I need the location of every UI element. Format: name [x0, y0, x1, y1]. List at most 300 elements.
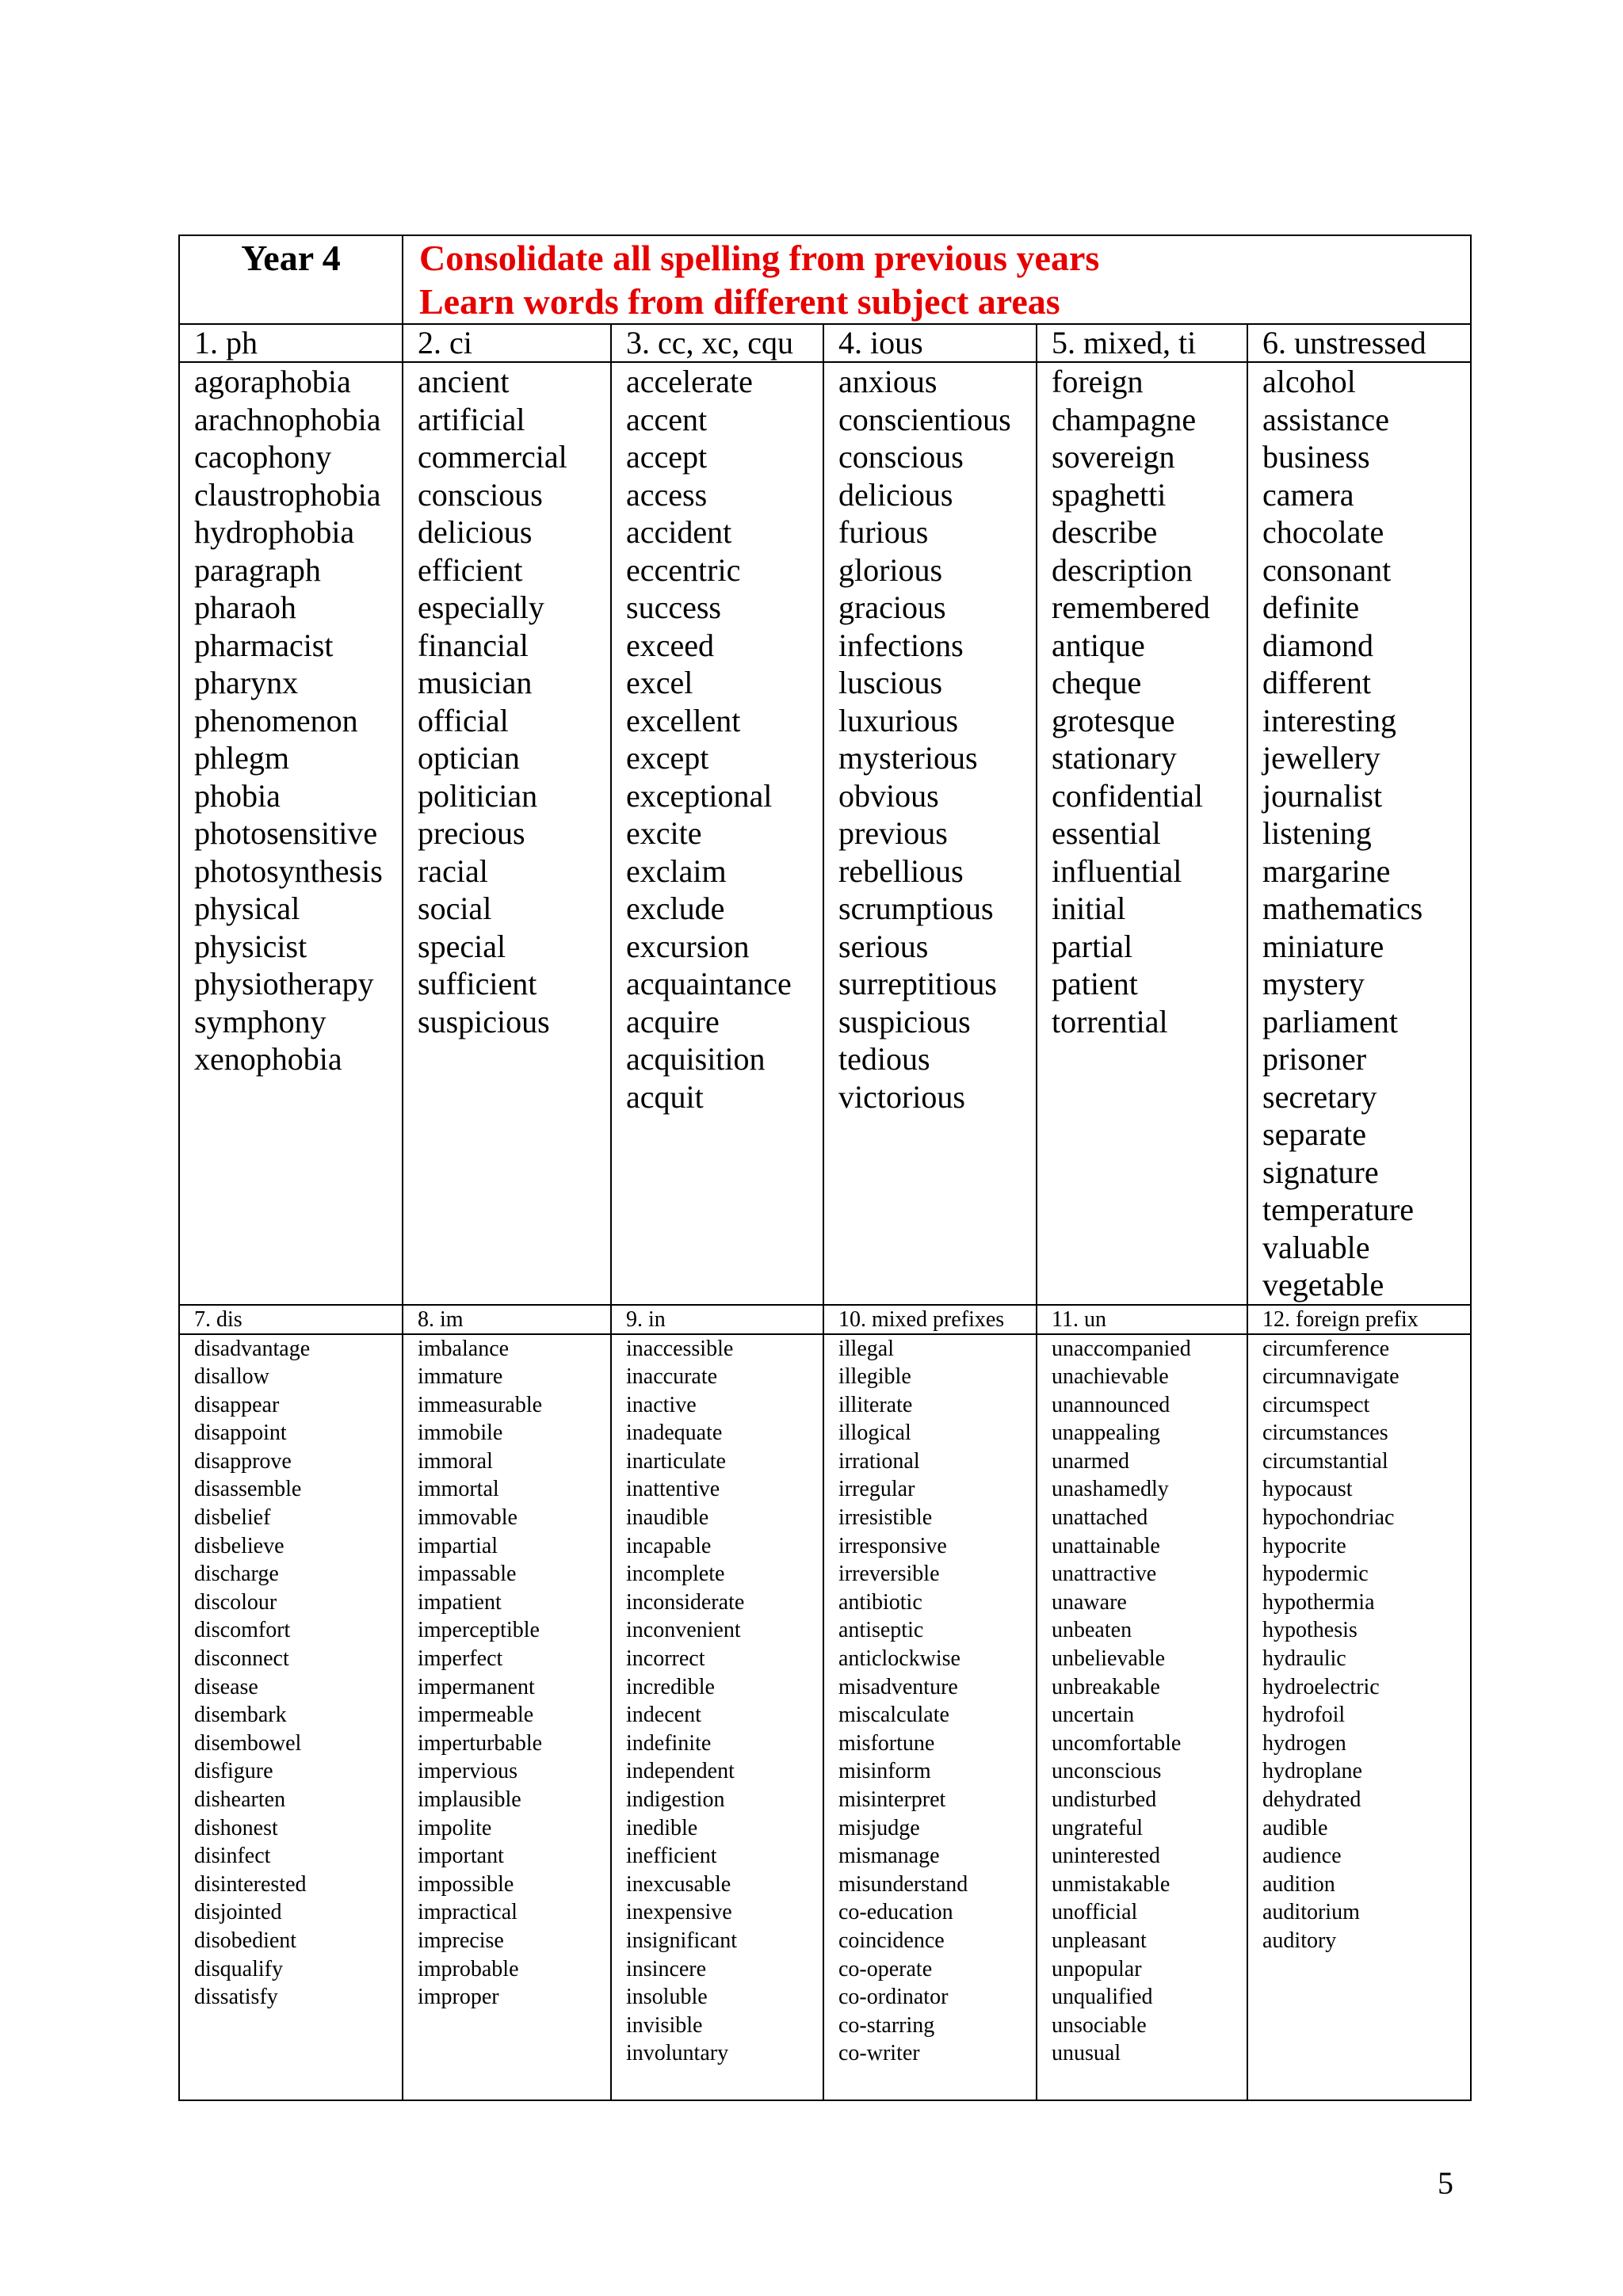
title-line: Learn words from different subject areas: [419, 281, 1060, 322]
word-item: disbelieve: [194, 1533, 285, 1558]
word-item: irregular: [838, 1477, 915, 1502]
word-item: spaghetti: [1052, 476, 1167, 513]
word-item: insincere: [626, 1956, 707, 1981]
word-item: racial: [418, 852, 488, 889]
word-item: phobia: [194, 777, 281, 814]
word-item: disbelief: [194, 1505, 271, 1531]
word-item: disconnect: [194, 1646, 289, 1672]
word-item: hydroplane: [1262, 1759, 1362, 1784]
word-item: disembowel: [194, 1730, 302, 1756]
big-word-list: [823, 362, 1037, 1305]
word-item: impatient: [418, 1589, 502, 1615]
word-item: unattractive: [1052, 1562, 1157, 1587]
word-item: impermanent: [418, 1674, 535, 1699]
word-item: irrational: [838, 1448, 920, 1474]
word-item: chocolate: [1262, 514, 1384, 550]
word-item: unpleasant: [1052, 1928, 1147, 1953]
word-item: dishearten: [194, 1787, 286, 1812]
word-item: inadequate: [626, 1421, 723, 1446]
word-item: immortal: [418, 1477, 499, 1502]
big-word-row: [179, 362, 1471, 1305]
word-item: sufficient: [418, 966, 537, 1001]
word-item: artificial: [418, 401, 525, 437]
word-item: inefficient: [626, 1844, 717, 1869]
word-item: sovereign: [1052, 439, 1175, 475]
word-item: victorious: [838, 1078, 965, 1115]
word-item: agoraphobia: [194, 364, 351, 399]
word-item: audition: [1262, 1871, 1335, 1897]
word-item: pharaoh: [194, 589, 296, 625]
small-word-list: [1247, 1334, 1471, 2100]
word-item: suspicious: [418, 1003, 550, 1039]
word-item: consonant: [1262, 551, 1392, 588]
word-item: business: [1262, 439, 1370, 475]
word-item: unofficial: [1052, 1900, 1138, 1925]
word-item: cacophony: [194, 439, 332, 475]
word-item: grotesque: [1052, 702, 1175, 738]
word-item: margarine: [1262, 852, 1391, 889]
word-item: hypocrite: [1262, 1533, 1346, 1558]
word-item: auditorium: [1262, 1900, 1360, 1925]
small-word-list: [179, 1334, 403, 2100]
big-word-list: [1247, 362, 1471, 1305]
word-item: interesting: [1262, 702, 1396, 738]
word-item: excellent: [626, 702, 741, 738]
word-item: incredible: [626, 1674, 715, 1699]
word-item: phlegm: [194, 740, 289, 776]
word-item: disinterested: [194, 1871, 307, 1897]
word-item: illogical: [838, 1421, 911, 1446]
word-item: acquisition: [626, 1041, 766, 1077]
word-item: especially: [418, 589, 544, 625]
word-item: photosensitive: [194, 815, 378, 851]
word-item: different: [1262, 665, 1371, 700]
word-item: antiseptic: [838, 1618, 924, 1643]
word-item: miniature: [1262, 928, 1384, 964]
small-column-heading: 9. in: [611, 1305, 823, 1334]
word-item: hypocaust: [1262, 1477, 1353, 1502]
small-column-heading: 11. un: [1037, 1305, 1247, 1334]
word-item: disqualify: [194, 1956, 283, 1981]
word-item: immature: [418, 1364, 503, 1390]
word-item: financial: [418, 627, 529, 663]
word-item: except: [626, 740, 709, 776]
word-item: improper: [418, 1985, 499, 2010]
word-item: indecent: [626, 1703, 701, 1728]
word-item: circumspect: [1262, 1392, 1370, 1417]
big-column-heading: 4. ious: [823, 324, 1037, 362]
word-item: misjudge: [838, 1815, 920, 1840]
word-item: alcohol: [1262, 364, 1356, 399]
word-item: conscious: [418, 476, 543, 513]
word-item: anxious: [838, 364, 938, 399]
word-item: patient: [1052, 966, 1138, 1001]
word-item: co-writer: [838, 2041, 920, 2066]
word-item: paragraph: [194, 551, 321, 588]
word-item: imperceptible: [418, 1618, 540, 1643]
word-item: immovable: [418, 1505, 517, 1531]
word-item: hydrophobia: [194, 514, 355, 550]
word-item: parliament: [1262, 1003, 1399, 1039]
word-item: diamond: [1262, 627, 1373, 663]
word-item: special: [418, 928, 506, 964]
word-item: misinform: [838, 1759, 931, 1784]
word-item: definite: [1262, 589, 1360, 625]
word-item: illiterate: [838, 1392, 913, 1417]
word-item: furious: [838, 514, 929, 550]
word-item: unmistakable: [1052, 1871, 1170, 1897]
word-item: unbreakable: [1052, 1674, 1160, 1699]
word-item: official: [418, 702, 509, 738]
word-item: involuntary: [626, 2041, 729, 2066]
word-item: co-starring: [838, 2012, 935, 2038]
word-item: inarticulate: [626, 1448, 726, 1474]
word-item: physical: [194, 891, 300, 926]
word-item: ungrateful: [1052, 1815, 1144, 1840]
word-item: unconscious: [1052, 1759, 1162, 1784]
word-item: exceptional: [626, 777, 773, 814]
word-item: audible: [1262, 1815, 1328, 1840]
word-item: coincidence: [838, 1928, 945, 1953]
big-word-list: [611, 362, 823, 1305]
word-item: imperfect: [418, 1646, 503, 1672]
word-item: imbalance: [418, 1336, 510, 1361]
word-item: journalist: [1262, 777, 1383, 814]
word-item: champagne: [1052, 401, 1197, 437]
word-item: phenomenon: [194, 702, 358, 738]
word-item: dehydrated: [1262, 1787, 1361, 1812]
word-item: excursion: [626, 928, 750, 964]
big-column-heading: 2. ci: [403, 324, 611, 362]
word-item: secretary: [1262, 1078, 1377, 1115]
word-item: incapable: [626, 1533, 712, 1558]
word-item: unusual: [1052, 2041, 1121, 2066]
word-item: discomfort: [194, 1618, 291, 1643]
word-item: co-operate: [838, 1956, 933, 1981]
word-item: illegible: [838, 1364, 911, 1390]
word-item: unaware: [1052, 1589, 1127, 1615]
header-row: [179, 235, 1471, 324]
word-item: anticlockwise: [838, 1646, 960, 1672]
word-item: confidential: [1052, 777, 1204, 814]
big-heading-row: [179, 324, 1471, 362]
word-item: dissatisfy: [194, 1985, 278, 2010]
word-item: hypochondriac: [1262, 1505, 1395, 1531]
word-item: mysterious: [838, 740, 978, 776]
word-item: foreign: [1052, 364, 1144, 399]
word-item: efficient: [418, 551, 523, 588]
word-item: unachievable: [1052, 1364, 1169, 1390]
small-word-list: [403, 1334, 611, 2100]
spelling-table: [178, 235, 1472, 2101]
word-item: pharynx: [194, 665, 299, 700]
word-item: irreversible: [838, 1562, 940, 1587]
word-item: disassemble: [194, 1477, 302, 1502]
word-item: immoral: [418, 1448, 493, 1474]
word-item: access: [626, 476, 708, 513]
word-item: inactive: [626, 1392, 697, 1417]
word-item: physicist: [194, 928, 307, 964]
word-item: circumstances: [1262, 1421, 1388, 1446]
word-item: mathematics: [1262, 891, 1423, 926]
word-item: optician: [418, 740, 520, 776]
word-item: circumnavigate: [1262, 1364, 1400, 1390]
word-item: insoluble: [626, 1985, 708, 2010]
year-heading: Year 4: [179, 235, 403, 324]
word-item: impartial: [418, 1533, 498, 1558]
word-item: commercial: [418, 439, 567, 475]
word-item: influential: [1052, 852, 1182, 889]
word-item: inaudible: [626, 1505, 709, 1531]
word-item: disallow: [194, 1364, 269, 1390]
word-item: disobedient: [194, 1928, 297, 1953]
word-item: hydraulic: [1262, 1646, 1346, 1672]
small-word-list: [611, 1334, 823, 2100]
word-item: invisible: [626, 2012, 703, 2038]
word-item: disease: [194, 1674, 258, 1699]
word-item: initial: [1052, 891, 1126, 926]
word-item: vegetable: [1262, 1267, 1384, 1302]
word-item: impossible: [418, 1871, 514, 1897]
word-item: inattentive: [626, 1477, 720, 1502]
word-item: essential: [1052, 815, 1161, 851]
word-item: arachnophobia: [194, 401, 381, 437]
word-item: miscalculate: [838, 1703, 949, 1728]
page-number: 5: [1438, 2165, 1453, 2201]
word-item: accelerate: [626, 364, 753, 399]
word-item: cheque: [1052, 665, 1142, 700]
word-item: impassable: [418, 1562, 517, 1587]
big-word-list: [1037, 362, 1247, 1305]
word-item: inedible: [626, 1815, 698, 1840]
word-item: imprecise: [418, 1928, 504, 1953]
word-item: acquire: [626, 1003, 720, 1039]
word-item: improbable: [418, 1956, 519, 1981]
word-item: discharge: [194, 1562, 279, 1587]
word-item: precious: [418, 815, 525, 851]
big-word-list: [179, 362, 403, 1305]
word-item: success: [626, 589, 721, 625]
word-item: unannounced: [1052, 1392, 1170, 1417]
word-item: disappoint: [194, 1421, 287, 1446]
word-item: eccentric: [626, 551, 741, 588]
small-word-row: [179, 1334, 1471, 2100]
word-item: insignificant: [626, 1928, 737, 1953]
word-item: hydrogen: [1262, 1730, 1346, 1756]
word-item: luxurious: [838, 702, 959, 738]
word-item: acquaintance: [626, 966, 792, 1001]
word-item: antibiotic: [838, 1589, 922, 1615]
word-item: excite: [626, 815, 702, 851]
word-item: ancient: [418, 364, 510, 399]
word-item: circumference: [1262, 1336, 1390, 1361]
word-item: indefinite: [626, 1730, 712, 1756]
word-item: signature: [1262, 1154, 1379, 1190]
word-item: uncomfortable: [1052, 1730, 1182, 1756]
word-item: symphony: [194, 1003, 327, 1039]
word-item: immobile: [418, 1421, 503, 1446]
word-item: jewellery: [1262, 740, 1381, 776]
word-item: unqualified: [1052, 1985, 1153, 2010]
word-item: implausible: [418, 1787, 521, 1812]
word-item: valuable: [1262, 1229, 1370, 1265]
big-column-heading: 6. unstressed: [1247, 324, 1471, 362]
word-item: inconsiderate: [626, 1589, 745, 1615]
word-item: mystery: [1262, 966, 1365, 1001]
word-item: inexcusable: [626, 1871, 731, 1897]
big-column-heading: 5. mixed, ti: [1037, 324, 1247, 362]
word-item: indigestion: [626, 1787, 725, 1812]
small-column-heading: 12. foreign prefix: [1247, 1305, 1471, 1334]
small-word-list: [823, 1334, 1037, 2100]
word-item: hypothermia: [1262, 1589, 1375, 1615]
word-item: assistance: [1262, 401, 1389, 437]
word-item: impervious: [418, 1759, 517, 1784]
word-item: imperturbable: [418, 1730, 543, 1756]
word-item: inaccurate: [626, 1364, 718, 1390]
small-heading-row: [179, 1305, 1471, 1334]
word-item: misadventure: [838, 1674, 958, 1699]
word-item: infections: [838, 627, 964, 663]
word-item: excel: [626, 665, 693, 700]
word-item: tedious: [838, 1041, 930, 1077]
word-item: impractical: [418, 1900, 517, 1925]
word-item: auditory: [1262, 1928, 1337, 1953]
word-item: previous: [838, 815, 948, 851]
word-item: circumstantial: [1262, 1448, 1388, 1474]
word-item: rebellious: [838, 852, 964, 889]
word-item: unashamedly: [1052, 1477, 1169, 1502]
word-item: disappear: [194, 1392, 280, 1417]
word-item: scrumptious: [838, 891, 994, 926]
word-item: hydrofoil: [1262, 1703, 1346, 1728]
word-item: acquit: [626, 1078, 704, 1115]
word-item: disapprove: [194, 1448, 292, 1474]
word-item: co-ordinator: [838, 1985, 949, 2010]
small-column-heading: 7. dis: [179, 1305, 403, 1334]
big-column-heading: 1. ph: [179, 324, 403, 362]
word-item: surreptitious: [838, 966, 997, 1001]
word-item: partial: [1052, 928, 1133, 964]
word-item: audience: [1262, 1844, 1342, 1869]
word-item: camera: [1262, 476, 1354, 513]
word-item: unbelievable: [1052, 1646, 1166, 1672]
page-title: [403, 235, 1471, 324]
word-item: undisturbed: [1052, 1787, 1157, 1812]
word-item: co-education: [838, 1900, 953, 1925]
word-item: inexpensive: [626, 1900, 732, 1925]
word-item: unsociable: [1052, 2012, 1147, 2038]
word-item: unarmed: [1052, 1448, 1129, 1474]
word-item: unattainable: [1052, 1533, 1160, 1558]
small-column-heading: 10. mixed prefixes: [823, 1305, 1037, 1334]
word-item: inaccessible: [626, 1336, 734, 1361]
word-item: antique: [1052, 627, 1145, 663]
word-item: describe: [1052, 514, 1158, 550]
word-item: incorrect: [626, 1646, 705, 1672]
word-item: exclude: [626, 891, 725, 926]
word-item: unbeaten: [1052, 1618, 1132, 1643]
word-item: uninterested: [1052, 1844, 1160, 1869]
word-item: disinfect: [194, 1844, 271, 1869]
word-item: misfortune: [838, 1730, 935, 1756]
word-item: exclaim: [626, 852, 727, 889]
word-item: physiotherapy: [194, 966, 374, 1001]
word-item: disembark: [194, 1703, 287, 1728]
word-item: unpopular: [1052, 1956, 1142, 1981]
word-item: discolour: [194, 1589, 277, 1615]
word-item: musician: [418, 665, 533, 700]
word-item: inconvenient: [626, 1618, 741, 1643]
word-item: unattached: [1052, 1505, 1148, 1531]
word-item: delicious: [418, 514, 533, 550]
word-item: obvious: [838, 777, 939, 814]
word-item: remembered: [1052, 589, 1210, 625]
title-line: Consolidate all spelling from previous years: [419, 238, 1100, 278]
word-item: stationary: [1052, 740, 1177, 776]
word-item: mismanage: [838, 1844, 940, 1869]
word-item: hydroelectric: [1262, 1674, 1380, 1699]
word-item: claustrophobia: [194, 476, 381, 513]
word-item: misunderstand: [838, 1871, 968, 1897]
word-item: xenophobia: [194, 1041, 342, 1077]
word-item: glorious: [838, 551, 943, 588]
word-item: disadvantage: [194, 1336, 311, 1361]
word-item: accident: [626, 514, 732, 550]
word-item: incomplete: [626, 1562, 725, 1587]
word-item: impolite: [418, 1815, 492, 1840]
word-item: misinterpret: [838, 1787, 946, 1812]
word-item: accent: [626, 401, 708, 437]
word-item: independent: [626, 1759, 735, 1784]
small-column-heading: 8. im: [403, 1305, 611, 1334]
word-item: hypodermic: [1262, 1562, 1369, 1587]
word-item: listening: [1262, 815, 1372, 851]
word-item: social: [418, 891, 492, 926]
word-item: conscientious: [838, 401, 1011, 437]
word-item: gracious: [838, 589, 946, 625]
word-item: important: [418, 1844, 504, 1869]
word-item: uncertain: [1052, 1703, 1135, 1728]
word-item: exceed: [626, 627, 715, 663]
word-item: accept: [626, 439, 708, 475]
word-item: politician: [418, 777, 538, 814]
word-item: delicious: [838, 476, 953, 513]
word-item: separate: [1262, 1116, 1367, 1152]
word-item: hypothesis: [1262, 1618, 1358, 1643]
word-item: illegal: [838, 1336, 894, 1361]
word-item: impermeable: [418, 1703, 534, 1728]
word-item: serious: [838, 928, 929, 964]
word-item: irresponsive: [838, 1533, 947, 1558]
small-word-list: [1037, 1334, 1247, 2100]
word-item: unaccompanied: [1052, 1336, 1191, 1361]
word-item: photosynthesis: [194, 852, 383, 889]
word-item: suspicious: [838, 1003, 971, 1039]
word-item: disfigure: [194, 1759, 273, 1784]
word-item: prisoner: [1262, 1041, 1367, 1077]
word-item: unappealing: [1052, 1421, 1160, 1446]
word-item: pharmacist: [194, 627, 334, 663]
word-item: conscious: [838, 439, 964, 475]
word-item: temperature: [1262, 1192, 1414, 1227]
word-item: luscious: [838, 665, 943, 700]
word-item: dishonest: [194, 1815, 278, 1840]
word-item: torrential: [1052, 1003, 1168, 1039]
word-item: immeasurable: [418, 1392, 543, 1417]
big-column-heading: 3. cc, xc, cqu: [611, 324, 823, 362]
big-word-list: [403, 362, 611, 1305]
